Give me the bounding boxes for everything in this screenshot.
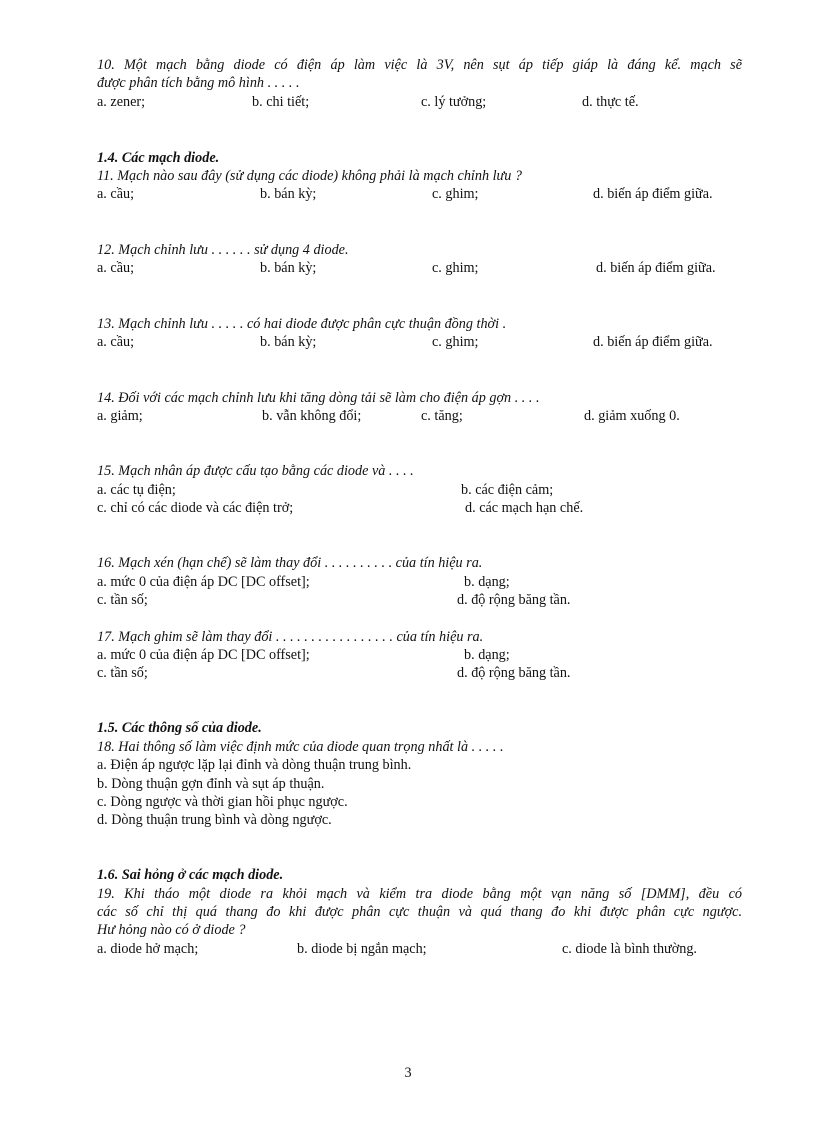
q14-option-c: c. tăng; bbox=[421, 408, 463, 424]
q19-text-line2: các số chỉ thị quá thang đo khi được phân cực thuận và quá thang đo khi được phân cực ngược. bbox=[97, 904, 742, 920]
q12-option-c: c. ghim; bbox=[432, 260, 479, 276]
q19-option-b: b. diode bị ngắn mạch; bbox=[297, 941, 427, 957]
q14-option-b: b. vẫn không đổi; bbox=[262, 408, 362, 424]
q18-text: 18. Hai thông số làm việc định mức của diode quan trọng nhất là . . . . . bbox=[97, 739, 504, 755]
section-1-6-heading: 1.6. Sai hỏng ở các mạch diode. bbox=[97, 867, 284, 883]
q10-option-b: b. chi tiết; bbox=[252, 94, 310, 110]
q11-text: 11. Mạch nào sau đây (sử dụng các diode) không phải là mạch chỉnh lưu ? bbox=[97, 168, 523, 184]
q19-text-line1: 19. Khi tháo một diode ra khỏi mạch và kiểm tra diode bằng một vạn năng số [DMM], đều có bbox=[97, 886, 742, 902]
q18-option-c: c. Dòng ngược và thời gian hồi phục ngược. bbox=[97, 794, 348, 810]
q16-option-b: b. dạng; bbox=[464, 574, 510, 590]
q14-text: 14. Đối với các mạch chỉnh lưu khi tăng dòng tải sẽ làm cho điện áp gợn . . . . bbox=[97, 390, 540, 406]
q12-text: 12. Mạch chỉnh lưu . . . . . . sử dụng 4 diode. bbox=[97, 242, 349, 258]
q15-option-a: a. các tụ điện; bbox=[97, 482, 176, 498]
q16-option-c: c. tần số; bbox=[97, 592, 148, 608]
q19-option-c: c. diode là bình thường. bbox=[562, 941, 697, 957]
q11-option-c: c. ghim; bbox=[432, 186, 479, 202]
page-number: 3 bbox=[404, 1065, 412, 1081]
q10-option-c: c. lý tưởng; bbox=[421, 94, 487, 110]
q13-option-c: c. ghim; bbox=[432, 334, 479, 350]
q19-option-a: a. diode hở mạch; bbox=[97, 941, 199, 957]
section-1-4-heading: 1.4. Các mạch diode. bbox=[97, 150, 220, 166]
q12-option-b: b. bán kỳ; bbox=[260, 260, 317, 276]
q15-option-b: b. các điện cảm; bbox=[461, 482, 554, 498]
q18-option-d: d. Dòng thuận trung bình và dòng ngược. bbox=[97, 812, 332, 828]
q13-option-d: d. biến áp điểm giữa. bbox=[593, 334, 713, 350]
q15-text: 15. Mạch nhân áp được cấu tạo bằng các diode và . . . . bbox=[97, 463, 414, 479]
q16-option-a: a. mức 0 của điện áp DC [DC offset]; bbox=[97, 574, 310, 590]
q11-option-b: b. bán kỳ; bbox=[260, 186, 317, 202]
q12-option-d: d. biến áp điểm giữa. bbox=[596, 260, 716, 276]
q13-option-a: a. cầu; bbox=[97, 334, 135, 350]
q10-text-line1: 10. Một mạch bằng diode có điện áp làm việc là 3V, nên sụt áp tiếp giáp là đáng kể. mạch sẽ bbox=[97, 57, 742, 73]
q13-text: 13. Mạch chỉnh lưu . . . . . có hai diode được phân cực thuận đồng thời . bbox=[97, 316, 507, 332]
q10-option-a: a. zener; bbox=[97, 94, 146, 110]
q14-option-d: d. giảm xuống 0. bbox=[584, 408, 680, 424]
q12-option-a: a. cầu; bbox=[97, 260, 135, 276]
q15-option-c: c. chỉ có các diode và các điện trở; bbox=[97, 500, 294, 516]
q17-option-d: d. độ rộng băng tần. bbox=[457, 665, 571, 681]
q10-text-line2: được phân tích bằng mô hình . . . . . bbox=[97, 75, 300, 91]
q16-option-d: d. độ rộng băng tần. bbox=[457, 592, 571, 608]
q11-option-a: a. cầu; bbox=[97, 186, 135, 202]
q13-option-b: b. bán kỳ; bbox=[260, 334, 317, 350]
q19-text-line3: Hư hỏng nào có ở diode ? bbox=[97, 922, 246, 938]
q15-option-d: d. các mạch hạn chế. bbox=[465, 500, 584, 516]
q10-option-d: d. thực tế. bbox=[582, 94, 639, 110]
q18-option-a: a. Điện áp ngược lặp lại đỉnh và dòng thuận trung bình. bbox=[97, 757, 412, 773]
q16-text: 16. Mạch xén (hạn chế) sẽ làm thay đổi . . . . . . . . . . của tín hiệu ra. bbox=[97, 555, 483, 571]
q17-option-b: b. dạng; bbox=[464, 647, 510, 663]
q14-option-a: a. giảm; bbox=[97, 408, 143, 424]
section-1-5-heading: 1.5. Các thông số của diode. bbox=[97, 720, 262, 736]
q11-option-d: d. biến áp điểm giữa. bbox=[593, 186, 713, 202]
q17-option-c: c. tần số; bbox=[97, 665, 148, 681]
q17-option-a: a. mức 0 của điện áp DC [DC offset]; bbox=[97, 647, 310, 663]
q18-option-b: b. Dòng thuận gợn đỉnh và sụt áp thuận. bbox=[97, 776, 325, 792]
q17-text: 17. Mạch ghim sẽ làm thay đổi . . . . . . . . . . . . . . . . . của tín hiệu ra. bbox=[97, 629, 484, 645]
